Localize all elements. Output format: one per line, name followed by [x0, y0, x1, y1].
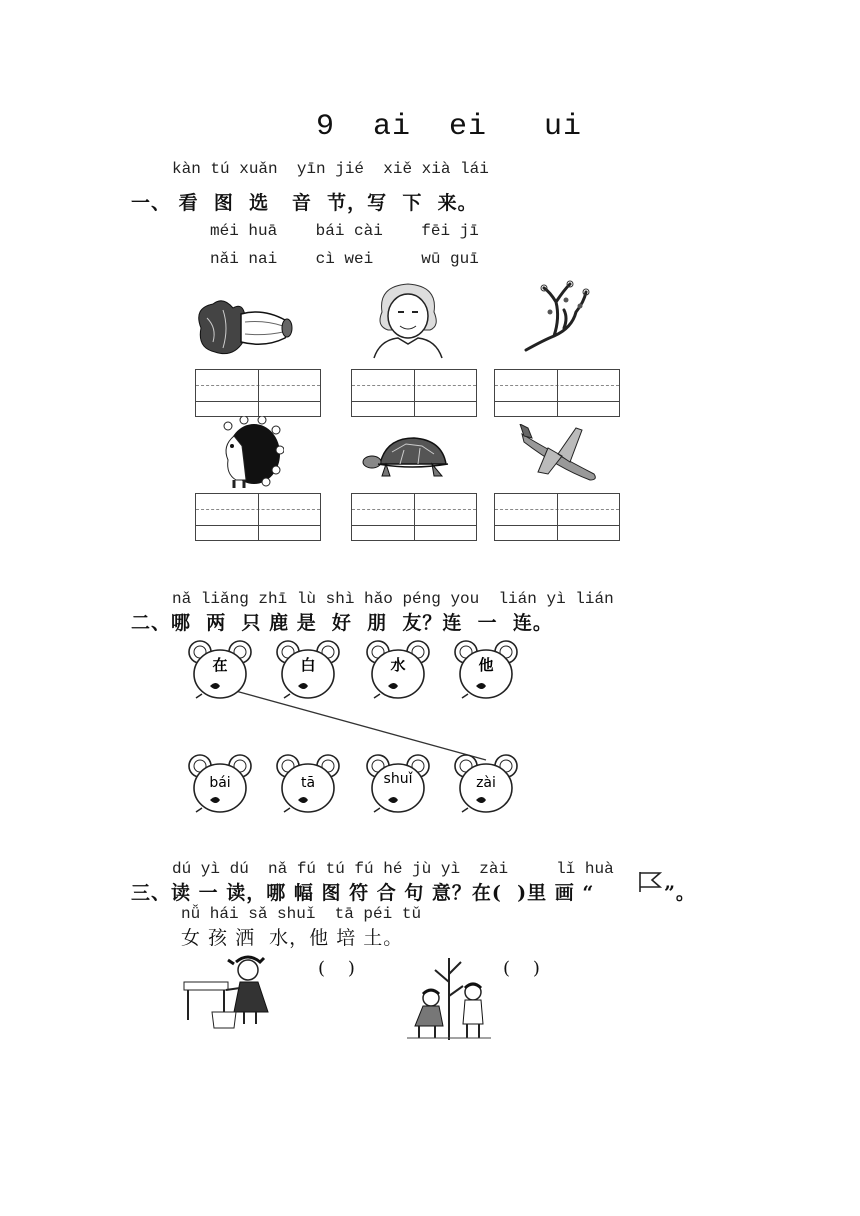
- airplane-icon: [518, 424, 598, 488]
- deer-bottom-label-2: tā: [300, 775, 316, 791]
- flag-icon: [636, 870, 664, 894]
- plum-blossom-icon: [520, 278, 594, 358]
- section2-pinyin: nǎ liǎng zhī lù shì hǎo péng you lián yì lián: [172, 590, 614, 608]
- answer-grid[interactable]: [195, 493, 321, 541]
- deer-bottom-label-3: shuǐ: [383, 771, 413, 787]
- deer-top-label-4: 他: [478, 656, 494, 674]
- answer-grid[interactable]: [351, 493, 477, 541]
- section3-heading: 三、读 一 读，哪 幅 图 符 合 句 意？在( )里 画 “: [131, 882, 595, 904]
- section1-heading: 一、 看 图 选 音 节，写 下 来。: [131, 192, 478, 214]
- girl-cleaning-table-icon: [182, 952, 282, 1030]
- answer-blank-2[interactable]: ( ): [503, 958, 540, 979]
- section1-options-row1: méi huā bái cài fēi jī: [210, 222, 479, 240]
- answer-grid[interactable]: [494, 493, 620, 541]
- deer-top-label-1: 在: [212, 656, 228, 674]
- section3-heading-end: ”。: [664, 882, 696, 904]
- lesson-title: 9 ai ei ui: [316, 110, 583, 144]
- answer-grid[interactable]: [351, 369, 477, 417]
- deer-bottom-label-4: zài: [476, 775, 496, 791]
- tortoise-icon: [362, 432, 452, 486]
- section1-pinyin: kàn tú xuǎn yīn jié xiě xià lái: [172, 160, 489, 178]
- sentence-pinyin: nǚ hái sǎ shuǐ tā péi tǔ: [181, 905, 422, 923]
- deer-top-label-3: 水: [390, 656, 406, 674]
- deer-top-label-2: 白: [300, 656, 316, 674]
- deer-bottom-label-1: bái: [209, 775, 231, 791]
- answer-grid[interactable]: [494, 369, 620, 417]
- section1-options-row2: nǎi nai cì wei wū guī: [210, 250, 479, 268]
- answer-blank-1[interactable]: ( ): [318, 958, 355, 979]
- matching-deer-diagram: [180, 632, 540, 822]
- hedgehog-icon: [214, 416, 284, 490]
- cabbage-icon: [193, 298, 298, 360]
- grandma-icon: [370, 282, 448, 360]
- answer-grid[interactable]: [195, 369, 321, 417]
- section2-heading: 二、哪 两 只 鹿 是 好 朋 友？连 一 连。: [131, 612, 553, 634]
- children-planting-tree-icon: [403, 952, 493, 1044]
- section3-pinyin: dú yì dú nǎ fú tú fú hé jù yì zài lǐ huà: [172, 860, 614, 878]
- match-line: [232, 690, 486, 760]
- sentence-text: 女 孩 洒 水，他 培 土。: [181, 927, 404, 949]
